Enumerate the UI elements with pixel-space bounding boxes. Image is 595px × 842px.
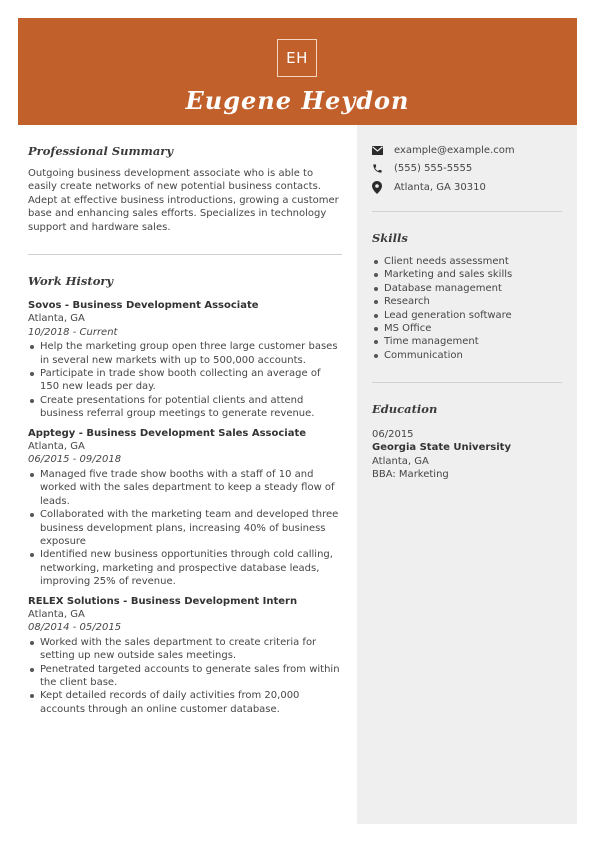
job-bullets: [28, 340, 342, 420]
job-bullet: Collaborated with the marketing team and developed three business development plans, increasing 40% of business exposure: [28, 508, 342, 548]
skill-item: Database management: [372, 282, 567, 295]
education-section: [372, 402, 567, 482]
contact-email: example@example.com: [394, 144, 515, 156]
education-date: 06/2015: [372, 429, 414, 440]
contact-section: [372, 141, 567, 197]
job-entry: [28, 595, 342, 717]
summary-section: [28, 144, 342, 234]
job-bullet: Help the marketing group open three large customer bases in several new markets with up to 500,000 accounts.: [28, 340, 342, 367]
job-dates: 08/2014 - 05/2015: [28, 622, 122, 634]
job-company: Sovos: [28, 300, 62, 311]
summary-text: Outgoing business development associate who is able to easily create networks of new potential business contacts. Adept at effective business introductions, growing a customer base and enhancing sales efforts. Specializes in technology support and hardware sales.: [28, 168, 339, 233]
job-role: - Business Development Intern: [119, 595, 298, 607]
job-bullets: [28, 636, 342, 716]
job-bullets: [28, 468, 342, 589]
job-location: Atlanta, GA: [28, 608, 85, 620]
skills-list: [372, 255, 567, 362]
job-title: [28, 299, 342, 312]
contact-divider: [372, 211, 562, 212]
contact-phone: (555) 555-5555: [394, 163, 473, 175]
education-school: Georgia State University: [372, 442, 511, 454]
job-company: Apptegy: [28, 427, 76, 439]
initials-monogram: EH: [277, 39, 317, 77]
job-location: Atlanta, GA: [28, 313, 85, 325]
job-bullet: Kept detailed records of daily activities from 20,000 accounts through an online customer database.: [28, 689, 342, 716]
job-bullet: Worked with the sales department to create criteria for setting up new outside sales meetings.: [28, 636, 342, 663]
job-entry: [28, 299, 342, 421]
skill-item: Marketing and sales skills: [372, 268, 567, 281]
education-location: Atlanta, GA: [372, 455, 429, 467]
contact-email-row: [372, 141, 567, 160]
skills-heading: Skills: [372, 231, 408, 245]
skills-section: [372, 231, 567, 362]
candidate-name: Eugene Heydon: [185, 86, 410, 115]
work-history-heading: Work History: [28, 274, 114, 288]
envelope-icon: [372, 146, 394, 155]
job-bullet: Participate in trade show booth collecting an average of 150 new leads per day.: [28, 367, 342, 394]
job-bullet: Managed five trade show booths with a staff of 10 and worked with the sales department to keep a steady flow of leads.: [28, 468, 342, 508]
education-degree: BBA: Marketing: [372, 469, 449, 481]
skill-item: Research: [372, 295, 567, 308]
job-bullet: Create presentations for potential clients and attend business referral group meetings to generate revenue.: [28, 394, 342, 421]
summary-heading: Professional Summary: [28, 144, 174, 158]
job-dates: 06/2015 - 09/2018: [28, 454, 122, 466]
job-dates: 10/2018 - Current: [28, 326, 118, 338]
contact-phone-row: [372, 160, 567, 179]
skill-item: Client needs assessment: [372, 255, 567, 268]
skill-item: Time management: [372, 335, 567, 348]
summary-divider: [28, 254, 342, 255]
contact-location-row: [372, 178, 567, 197]
job-role: - Business Development Associate: [61, 300, 259, 311]
job-entry: [28, 427, 342, 589]
skill-item: Lead generation software: [372, 309, 567, 322]
phone-icon: [372, 163, 394, 174]
skill-item: Communication: [372, 349, 567, 362]
education-entry: [372, 428, 567, 482]
education-heading: Education: [372, 402, 438, 416]
skill-item: MS Office: [372, 322, 567, 335]
job-title: [28, 595, 342, 608]
job-company: RELEX Solutions: [28, 595, 120, 607]
job-bullet: Identified new business opportunities through cold calling, networking, marketing and prospective database leads, improving 25% of revenue.: [28, 548, 342, 588]
contact-location: Atlanta, GA 30310: [394, 181, 486, 193]
skills-divider: [372, 382, 562, 383]
job-location: Atlanta, GA: [28, 441, 85, 453]
work-history-section: [28, 274, 342, 716]
job-title: [28, 427, 342, 440]
location-pin-icon: [372, 181, 394, 194]
job-bullet: Penetrated targeted accounts to generate sales from within the client base.: [28, 663, 342, 690]
job-role: - Business Development Sales Associate: [75, 427, 307, 439]
